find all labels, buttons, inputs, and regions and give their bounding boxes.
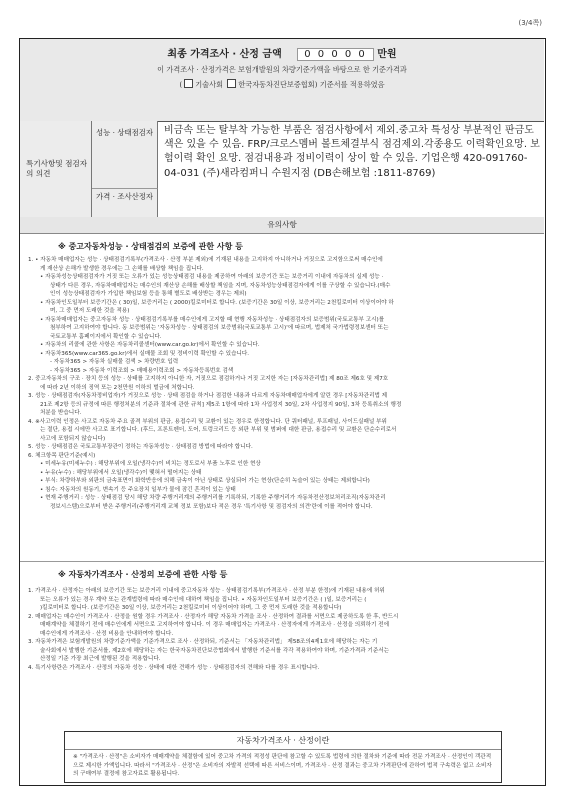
notes-header: 유의사항 [20, 217, 544, 234]
section1-line: 5. 성능 · 상태점검은 국토교통부장관이 정하는 자동차성능 · 상태점검 방법에 따라야 합니다. [28, 444, 253, 450]
price-amount-value: 0 0 0 0 0 [304, 49, 367, 60]
section1-line: • 자동차365(www.car365.go.kr)에서 실매물 조회 및 정비이력 확인할 수 있습니다. [40, 350, 250, 357]
price-title-text: 최종 가격조사 · 산정 금액 [167, 49, 282, 60]
section1-line: • 자동차성능상태점검자가 거짓 또는 오류가 있는 성능상태점검 내용을 제공하여 아래의 보증기간 또는 보증거리 이내에 자동차의 실제 성능 · [40, 274, 384, 280]
section1-line: • 누유(누수) : 해당부위에서 오일(냉각수)이 맺혀서 떨어지는 상태 [40, 469, 202, 476]
section2-body [28, 587, 536, 672]
price-standard-line [20, 79, 544, 90]
section1-line: 며, 그 중 먼저 도래한 것을 적용) [50, 308, 130, 314]
paren-open: ( [179, 80, 183, 89]
page-number: (3/4쪽) [518, 19, 542, 27]
opinion-table [20, 121, 544, 218]
section1-line: 상태가 다른 경우, 자동차매매업자는 매수인의 재산상 손해를 배상할 책임을 지며, 자동차성능상태점검자에게 이를 구상할 수 있습니다.(매수 [50, 282, 391, 289]
section1-line: 3. 성능 · 상태점검자(자동차정비업자)가 거짓으로 성능 · 상태 점검을 하거나 점검한 내용과 다르게 자동차매매업자에게 알린 경우 [자동차관리법 제 [28, 393, 388, 399]
inspector-label: 성능 · 상태점검자 [92, 121, 158, 189]
appraisal-info-text: ※ "가격조사 · 산정"은 소비자가 매매계약을 체결함에 있어 중고차 가격의 적정성 판단에 참고할 수 있도록 법령에 의한 절차와 기준에 따라 전문 가격조사 · 산정인이 객관적으로 제시한 가액입니다. 따라서 "가격조사 · 산정"은 소비자의 자발적 선택에 따른 서비스이며, 가격조사 · 산정 결과는 중고차 가격판단에 관하여 법적 구속력은 없고 소비자의 구매여부 결정에 참고자료로 활용됩니다. [73, 754, 492, 778]
section1-line: 21조 제2항 등의 규정에 따른 행정처분의 기준과 절차에 관한 규칙] 제5조 1항에 따라 1차 사업정지 30일, 2차 사업정지 90일, 3차 등록취소의 행정 [40, 401, 402, 408]
appraisal-info-box [64, 731, 502, 783]
section1-line: 는 절단, 용접 시에만 사고로 표기합니다. (후드, 프론트펜더, 도어, 트렁크리드 등 외판 부위 및 범퍼에 대한 판금, 용접수리 및 교환은 단순수리로서 [40, 427, 397, 433]
appraisal-info-title: 자동차가격조사 · 산정이란 [65, 732, 501, 750]
section2-line: )킬로미터로 합니다. (보증기간은 30일 이상, 보증거리는 2천킬로미터 이상이어야 하며, 그 중 먼저 도래한 것을 적용합니다) [40, 605, 342, 611]
section1-line: 1. • 자동차 매매업자는 성능 · 상태점검기록부(가격조사 · 산정 부분 제외)에 기재된 내용을 고지하지 아니하거나 거짓으로 고지함으로써 매수인에 [28, 257, 383, 263]
section1-line: - 자동차365 > 자동차 실매물 검색 > 차량번호 입력 [50, 359, 179, 365]
section1-line: 에 따라 2년 이하의 징역 또는 2천만원 이하의 벌금에 처합니다. [40, 384, 195, 391]
section1-line: 정보시스템)으로부터 받은 주행거리(주행거리계 교체 정보 포함)보다 적은 경우 '특기사항 및 점검자의 의견'란에 이를 적어야 합니다. [50, 503, 373, 510]
section1-line: • 현재 주행거리 : 성능 · 상태점검 당시 해당 차량 주행거리계의 주행거리를 기록하되, 기록한 주행거리가 자동차전산정보처리조직(자동차관리 [40, 495, 386, 501]
section1-line: 인이 성능상태점검자가 가입한 책임보험 등을 통해 별도로 배상받는 경우는 제외) [50, 291, 247, 297]
section2-line: 1. 가격조사 · 산정자는 아래의 보증기간 또는 보증거리 이내에 중고자동차 성능 · 상태점검기록부(가격조사 · 산정 부분 한정)에 기재된 내용에 허위 [28, 588, 385, 594]
price-amount-field[interactable] [297, 48, 374, 61]
price-amount-unit: 만원 [377, 49, 397, 60]
appraiser-label: 가격 · 조사산정자 [92, 189, 158, 217]
section2-line: 매수인에게 가격조사 · 산정 비용을 안내하여야 합니다. [40, 630, 174, 637]
section1-title: ※ 중고자동차성능 · 상태점검의 보증에 관한 사항 등 [58, 242, 243, 251]
section1-line: 처분을 받습니다. [40, 410, 82, 416]
checkbox-kadwa[interactable] [227, 79, 236, 88]
section-divider [20, 561, 544, 562]
section1-line: 4. ※사고이력 인정은 사고로 자동차 주요 골격 부위의 판금, 용접수리 및 교환이 있는 경우로 한정합니다. 단 쿼터패널, 루프패널, 사이드실패널 부위 [28, 418, 387, 425]
section2-line: 매매계약을 체결하기 전에 매수인에게 서면으로 고지하여야 합니다. 이 경우 매매업자는 가격조사 · 산정자에게 가격조사 · 산정을 의뢰하기 전에 [40, 622, 389, 628]
section1-line: - 자동차365 > 자동차 이력조회 > 매매용이력조회 > 자동차등록번호 검색 [50, 367, 234, 374]
section2-line: 산정일 기준 가장 최근에 발행된 것을 적용합니다. [40, 656, 161, 662]
section2-line: 2. 매매업자는 매수인이 가격조사 · 산정을 원할 경우 가격조사 · 산정자가 해당 자동차 가격을 조사 · 산정하여 결과를 서면으로 제공하도록 한 후, 반드시 [28, 613, 399, 620]
section1-line: 첨부하여 고지하여야 합니다. 동 보증범위는 '자동차성능 · 상태점검의 보증범위(국토교통부 고시)'에 따르며, 법제처 국가법령정보센터 또는 [50, 325, 389, 331]
inspection-form-frame [19, 38, 546, 786]
section1-line: 국토교통부 홈페이지에서 확인할 수 있습니다. [50, 333, 162, 340]
checkbox-tech-association[interactable] [184, 79, 193, 88]
price-header [20, 39, 544, 122]
section1-line: • 부식: 차량하부와 외판의 금속표면이 화학반응에 의해 금속이 아닌 상태로 상실되어 가는 현상(단순히 녹슬어 있는 상태는 제외합니다) [40, 478, 370, 484]
section2-line: 3. 자동차가격은 보험개발원의 차량기준가액을 기준가격으로 조사 · 산정하되, 기준서는 「자동차관리법」 제58조의4제1호에 해당하는 자는 기 [28, 639, 378, 645]
section1-line: 6. 체크항목 판단기준(예시) [28, 452, 96, 459]
price-basis-line: 이 가격조사 · 산정가격은 보험개발원의 차량기준가액을 바탕으로 한 기준가격과 [157, 65, 407, 74]
section1-line: • 침수: 자동차의 원동기, 변속기 등 주요장치 일부가 물에 잠긴 흔적이 있는 상태 [40, 486, 236, 493]
opinion-label: 특기사항및 점검자의 의견 [20, 121, 92, 217]
section1-line: • 미세누유(미세누수) : 해당부위에 오일(냉각수)이 비치는 정도로서 부품 노후로 인한 현상 [40, 461, 261, 467]
section1-line: 사고에 포함되지 않습니다) [40, 435, 106, 442]
section1-line: • 자동차인도일부터 보증기간은 ( 30)일, 보증거리는 ( 2000)킬로미터로 합니다. (보증기간은 30일 이상, 보증거리는 2천킬로미터 이상이어야 하 [40, 299, 394, 306]
price-title [20, 45, 544, 61]
option-kadwa: 한국자동차진단보증협회) 기준서를 적용하였음 [238, 80, 385, 89]
section1-line: 2. 중고자동차의 구조 · 장치 등의 성능 · 상태를 고지하지 아니한 자, 거짓으로 점검하거나 거짓 고지한 자는 [자동차관리법] 제 80조 제6호 및 제7호 [28, 376, 389, 382]
inspector-opinion-text[interactable]: 비금속 또는 탈부착 가능한 부품은 점검사항에서 제외.중고차 특성상 부분적인 판금도색은 있을 수 있음. FRP/크로스멤버 볼트체결부식 점검제외.각종용도 이력확인요망. 보험이력 확인 요망. 점검내용과 정비이력이 상이 할 수 있음. 기업은행 420-091760-04-031 (주)새라컴퍼니 수원지점 (DB손해보험 :1811-8769) [164, 125, 540, 179]
section1-line: • 자동차의 리콜에 관한 사항은 자동차리콜센터(www.car.go.kr)에서 확인할 수 있습니다. [40, 342, 260, 348]
section1-body [28, 256, 536, 511]
section1-line: • 자동차매매업자는 중고자동차 성능 · 상태점검기록부를 매수인에게 고지할 때 현행 자동차성능 · 상태점검자의 보증범위(국토교통부 고시)를 [40, 316, 385, 323]
section2-line: 술사회에서 발행한 기준서를, 제2호에 해당하는 자는 한국자동차진단보증협회에서 발행한 기준서를 각각 적용하여야 하며, 기준가격과 기준서는 [40, 647, 390, 654]
section2-line: 4. 특기사항란은 가격조사 · 산정의 자동차 성능 · 상태에 대한 견해가 성능 · 상태점검자의 견해와 다를 경우 표시합니다. [28, 664, 320, 671]
section1-line: 게 재산상 손해가 발생한 경우에는 그 손해를 배상할 책임을 집니다. [40, 265, 204, 272]
section2-title: ※ 자동차가격조사 · 산정의 보증에 관한 사항 등 [58, 570, 228, 579]
option-tech-association: 기술사회 [195, 80, 224, 89]
section2-line: 또는 오류가 있는 경우 계약 또는 관계법령에 따라 매수인에 대하여 책임을 집니다. • 자동차인도일부터 보증기간은 ( )일, 보증거리는 ( [40, 596, 367, 603]
